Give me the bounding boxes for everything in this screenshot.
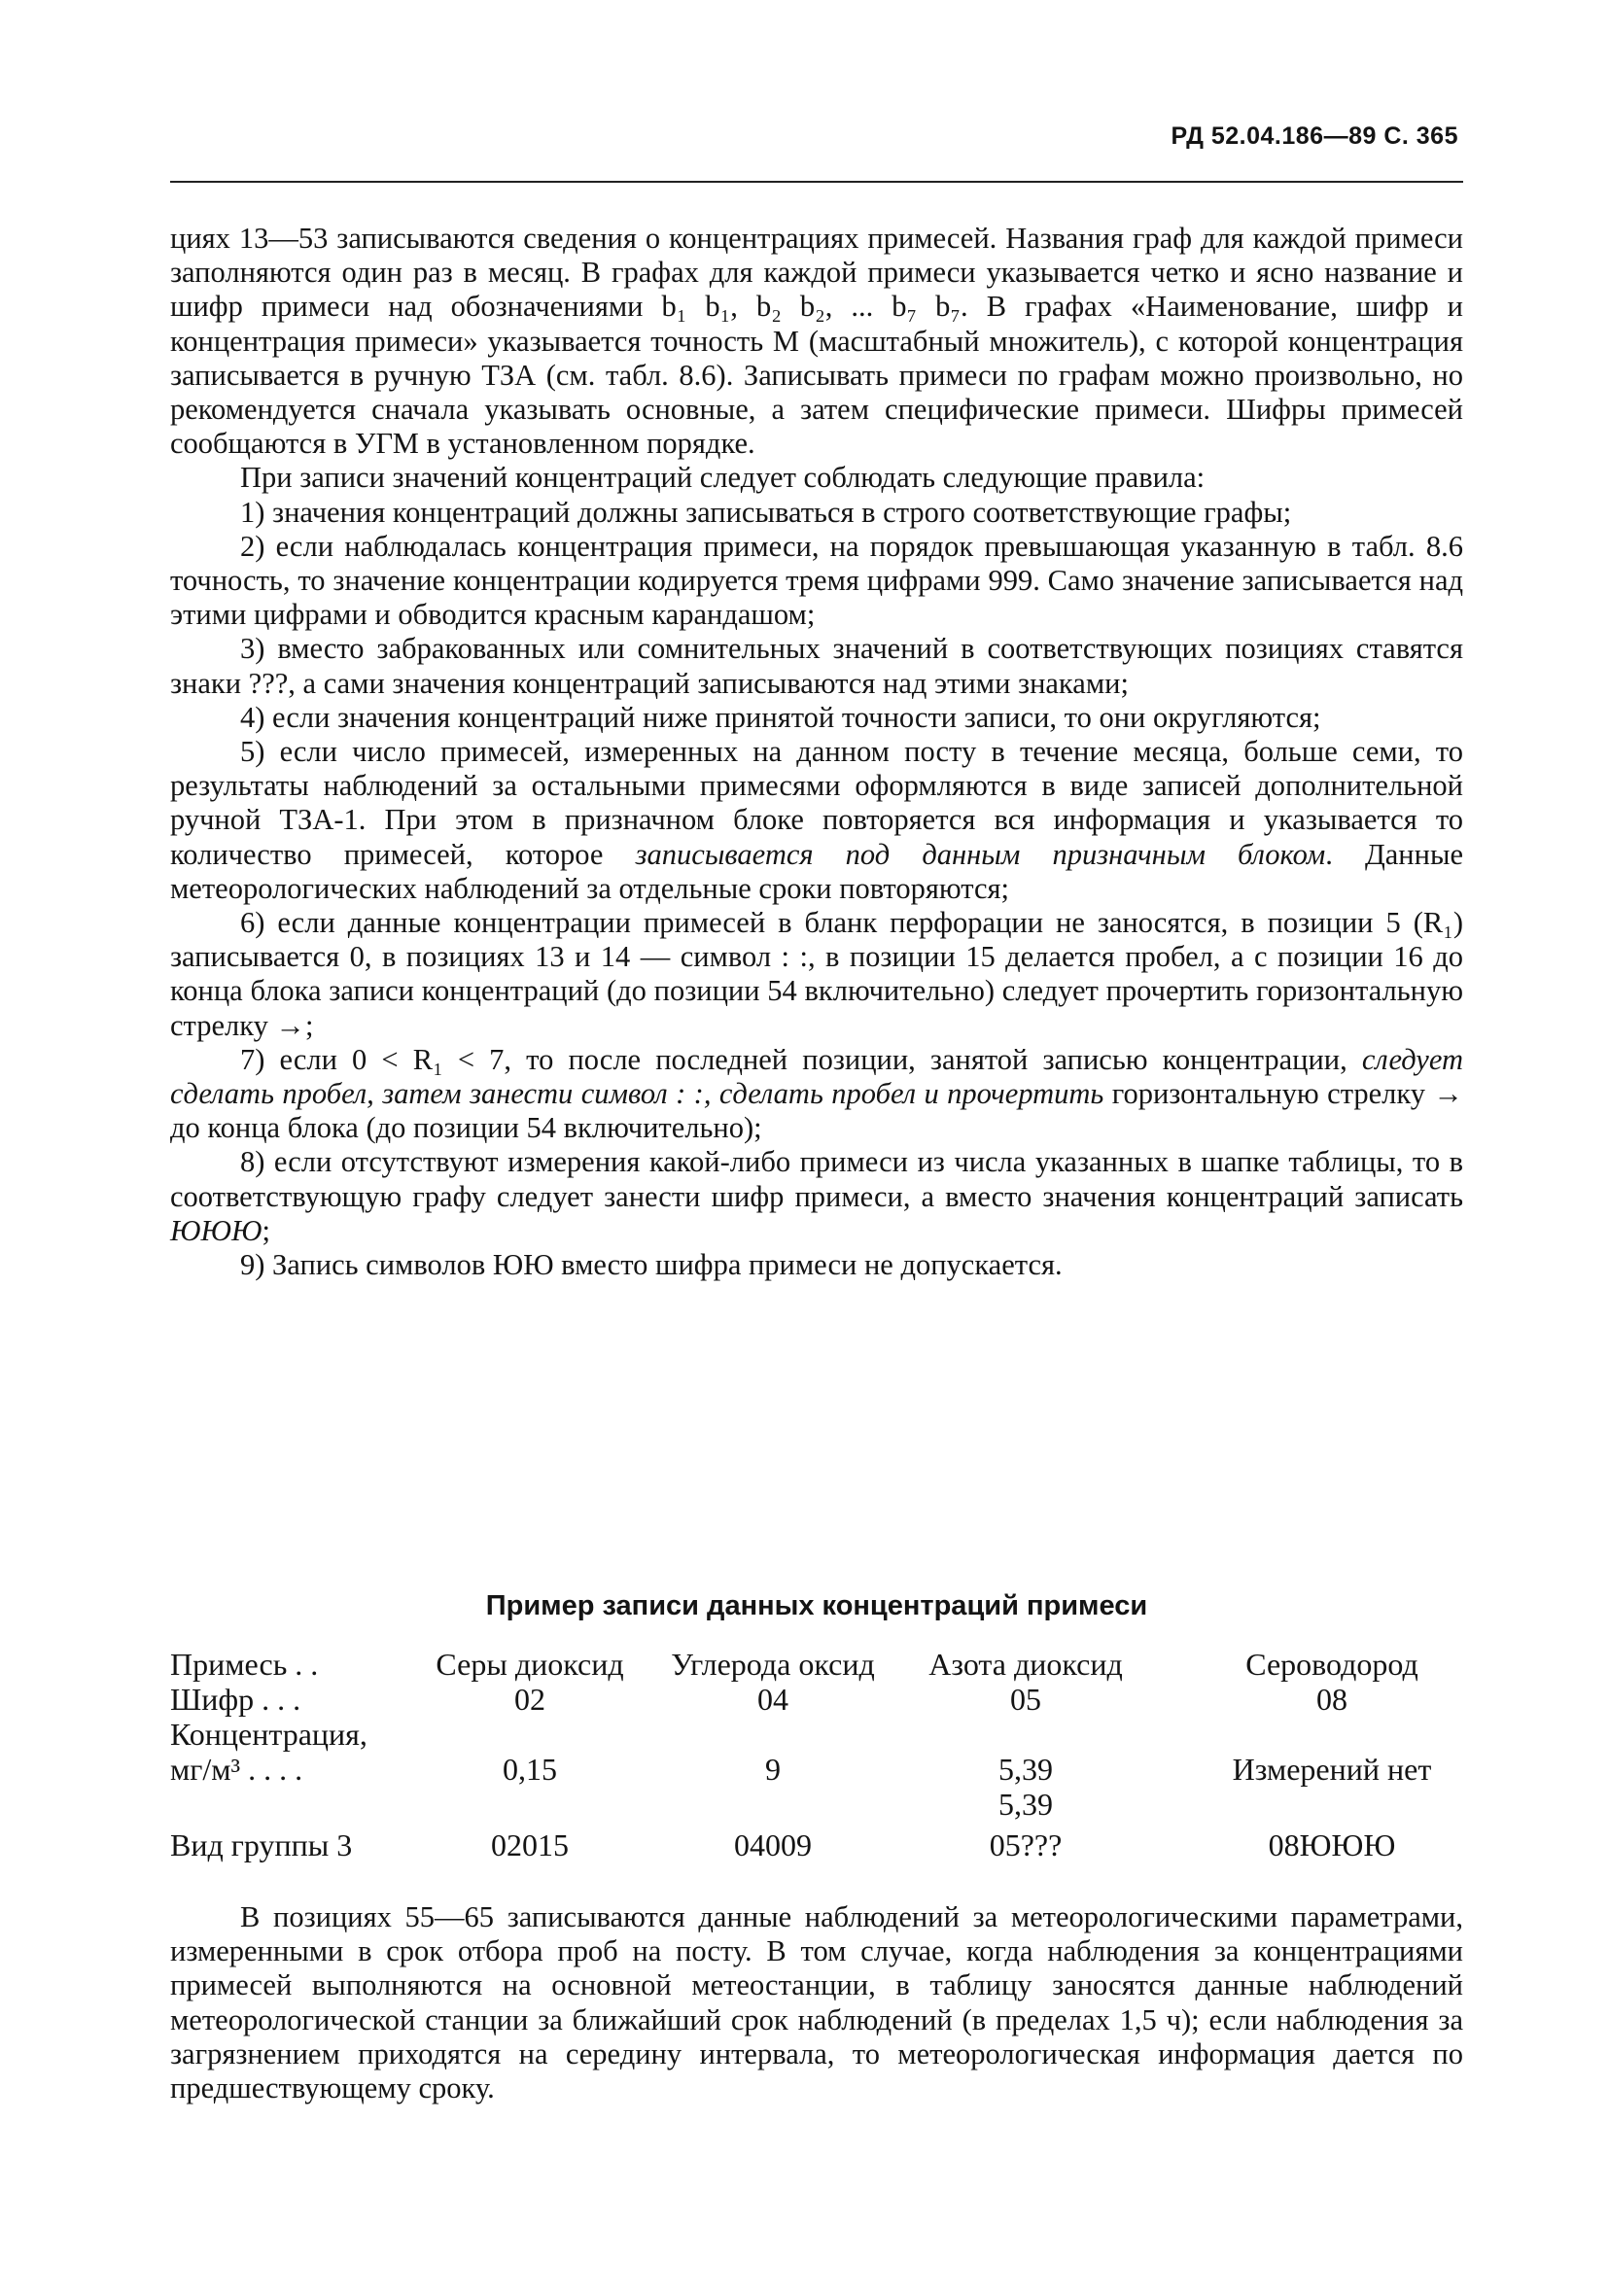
example-cell: Измерений нет [1232, 1752, 1432, 1787]
example-cell: 5,39 [998, 1752, 1053, 1787]
main-text [170, 222, 1463, 1282]
example-cell: 0,15 [503, 1752, 557, 1787]
rule-8 [170, 1145, 1463, 1248]
example-label: Примесь . . [170, 1647, 319, 1682]
rule-8-part-a: 8) если отсутствуют измерения какой-либо примеси из числа указанных в шапке таблицы, то в соответствующую графу следует занести шифр примеси, а вместо значения концентраций записать [170, 1145, 1463, 1213]
example-title: Пример записи данных концентраций примеси [485, 1590, 1148, 1621]
example-cell: 02015 [491, 1827, 569, 1862]
example-cell: Сероводород [1245, 1647, 1418, 1682]
rule-5-part-a: 5) если число примесей, измеренных на данном посту в течение месяца, больше семи, то результаты наблюдений за остальными примесями оформляются в виде записей дополнительной ручной ТЗА-1. При этом в призначном блоке повторяется вся информация и указывается то количество примесей, которое [170, 735, 1463, 871]
example-cell: 04 [757, 1682, 788, 1717]
rule-8-part-c: ; [262, 1213, 270, 1247]
running-head: РД 52.04.186—89 С. 365 [1171, 122, 1458, 150]
rule-7-italic: следует сделать пробел, затем занести символ : :, сделать пробел и прочертить [170, 1042, 1463, 1111]
closing-text [170, 1900, 1463, 2105]
example-cell: 08 [1316, 1682, 1347, 1717]
example-cell: 5,39 [998, 1787, 1053, 1822]
header-rule [170, 181, 1463, 183]
example-label: мг/м³ . . . . [170, 1752, 303, 1787]
rule-6: 6) если данные концентрации примесей в бланк перфорации не заносятся, в позиции 5 (R₁) записывается 0, в позициях 13 и 14 — символ : :, в позиции 15 делается пробел, а с позиции 16 до конца блока записи концентраций (до позиции 54 включительно) следует прочертить горизонтальную стрелку →; [170, 906, 1463, 1042]
example-cell: 05??? [989, 1827, 1063, 1862]
example-row-conc-extra [170, 1788, 1463, 1828]
rule-5-italic: записывается под данным призначным блоком [635, 837, 1326, 871]
example-cell: 05 [1010, 1682, 1041, 1717]
paragraph-rules-lead: При записи значений концентраций следует соблюдать следующие правила: [240, 461, 1206, 495]
rule-1: 1) значения концентраций должны записываться в строго соответствующие графы; [240, 495, 1292, 529]
example-row-conc-label [170, 1718, 1463, 1753]
rule-2: 2) если наблюдалась концентрация примеси, на порядок превышающая указанную в табл. 8.6 точность, то значение концентрации кодируется тремя цифрами 999. Само значение записывается над этими цифрами и обводится красным карандашом; [170, 529, 1463, 632]
rule-5 [170, 735, 1463, 906]
example-row-group [170, 1828, 1463, 1863]
rule-5-part-c: . Данные метеорологических наблюдений за отдельные сроки повторяются; [170, 837, 1463, 905]
rule-7 [170, 1043, 1463, 1146]
example-label: Концентрация, [170, 1717, 367, 1752]
example-cell: Углерода оксид [671, 1647, 875, 1682]
example-row-substance [170, 1648, 1463, 1683]
rule-4: 4) если значения концентраций ниже принятой точности записи, то они округляются; [240, 700, 1321, 734]
rule-3: 3) вместо забракованных или сомнительных значений в соответствующих позициях ставятся знаки ???, а сами значения концентраций записываются над этими знаками; [170, 632, 1463, 700]
example-table [170, 1648, 1463, 1863]
example-label: Шифр . . . [170, 1682, 301, 1717]
example-cell: 08ЮЮЮ [1268, 1827, 1396, 1862]
paragraph-intro: циях 13—53 записываются сведения о концентрациях примесей. Названия граф для каждой примеси заполняются один раз в месяц. В графах для каждой примеси указывается четко и ясно название и шифр примеси над обозначениями b₁ b₁, b₂ b₂, ... b₇ b₇. В графах «Наименование, шифр и концентрация примеси» указывается точность М (масштабный множитель), с которой концентрация записывается в ручную ТЗА (см. табл. 8.6). Записывать примеси по графам можно произвольно, но рекомендуется сначала указывать основные, а затем специфические примеси. Шифры примесей сообщаются в УГМ в установленном порядке. [170, 222, 1463, 461]
example-cell: 9 [765, 1752, 781, 1787]
example-row-conc [170, 1753, 1463, 1788]
example-cell: 02 [514, 1682, 545, 1717]
rule-7-part-c: горизонтальную стрелку → до конца блока (до позиции 54 включительно); [170, 1077, 1463, 1145]
example-row-code [170, 1683, 1463, 1718]
paragraph-positions-55-65: В позициях 55—65 записываются данные наблюдений за метеорологическими параметрами, измеренными в срок отбора проб на посту. В том случае, когда наблюдения за концентрациями примесей выполняются на основной метеостанции, в таблицу заносятся данные наблюдений метеорологической станции за ближайший срок наблюдений (в пределах 1,5 ч); если наблюдения за загрязнением приходятся на середину интервала, то метеорологическая информация дается по предшествующему сроку. [170, 1900, 1463, 2105]
example-cell: Серы диоксид [436, 1647, 624, 1682]
example-label: Вид группы 3 [170, 1827, 353, 1862]
example-cell: Азота диоксид [928, 1647, 1123, 1682]
rule-9: 9) Запись символов ЮЮ вместо шифра примеси не допускается. [240, 1248, 1063, 1282]
example-cell: 04009 [734, 1827, 812, 1862]
rule-8-italic: ЮЮЮ [170, 1213, 262, 1247]
rule-7-part-a: 7) если 0 < R₁ < 7, то после последней позиции, занятой записью концентрации, [240, 1042, 1362, 1076]
